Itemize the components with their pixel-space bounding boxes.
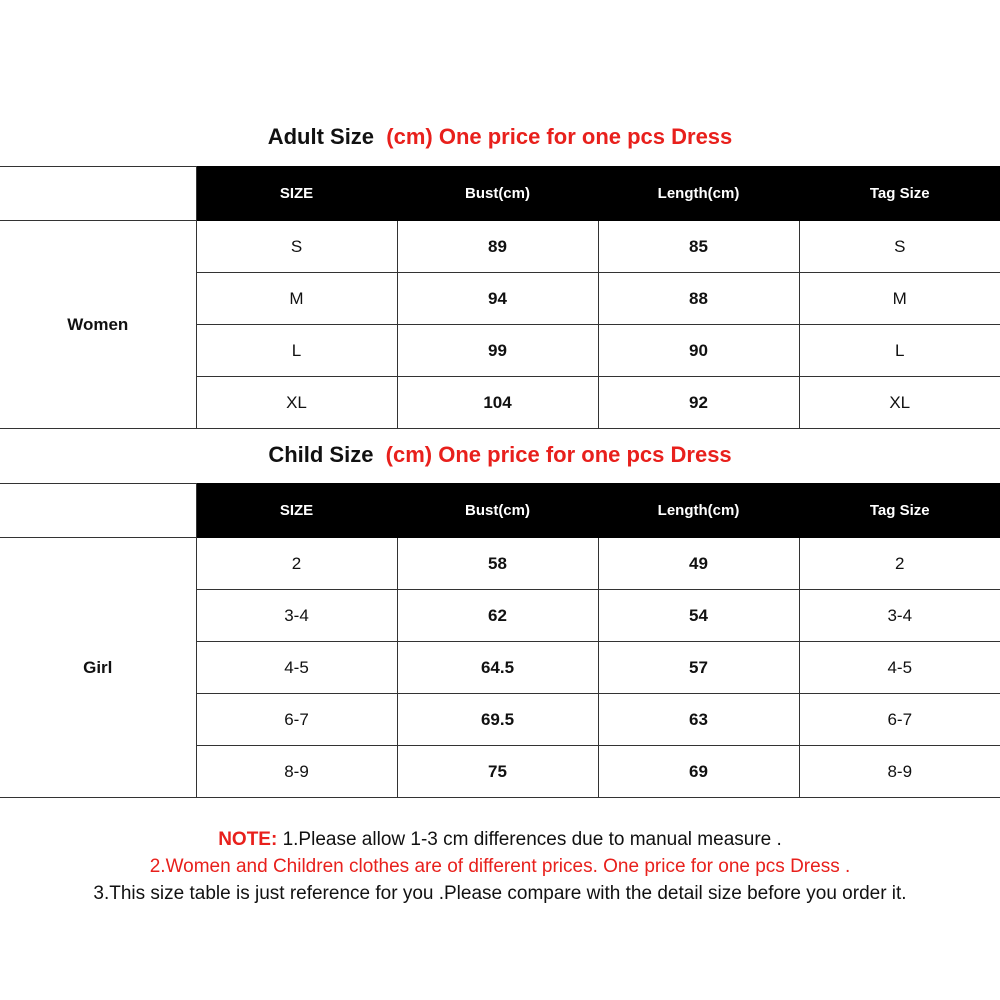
header-tag-size: Tag Size [799,167,1000,221]
adult-title-main: Adult Size [267,124,375,149]
size-cell: 4-5 [196,642,397,694]
note-line-3: 3.This size table is just reference for you .Please compare with the detail size before you order it. [93,883,907,904]
length-cell: 63 [598,694,799,746]
bust-cell: 64.5 [397,642,598,694]
note-text-1: 1.Please allow 1-3 cm differences due to manual measure . [277,829,782,850]
tag-size-cell: L [799,325,1000,377]
note-line-2: 2.Women and Children clothes are of different prices. One price for one pcs Dress . [149,856,851,877]
bust-cell: 58 [397,538,598,590]
child-title-note: (cm) One price for one pcs Dress [385,442,732,467]
child-size-title [0,442,1000,468]
child-size-table [0,483,1000,798]
header-bust: Bust(cm) [397,167,598,221]
size-cell: 3-4 [196,590,397,642]
tag-size-cell: S [799,221,1000,273]
tag-size-cell: 2 [799,538,1000,590]
table-row [0,221,1000,273]
size-cell: 8-9 [196,746,397,798]
bust-cell: 104 [397,377,598,429]
child-title-main: Child Size [268,442,374,467]
length-cell: 57 [598,642,799,694]
bust-cell: 89 [397,221,598,273]
header-size: SIZE [196,167,397,221]
length-cell: 54 [598,590,799,642]
header-blank-cell [0,167,196,221]
adult-title-note: (cm) One price for one pcs Dress [386,124,733,149]
group-label-women: Women [0,221,196,429]
note-label: NOTE: [218,829,278,850]
length-cell: 69 [598,746,799,798]
size-cell: 2 [196,538,397,590]
header-bust: Bust(cm) [397,484,598,538]
size-cell: M [196,273,397,325]
header-tag-size: Tag Size [799,484,1000,538]
tag-size-cell: 3-4 [799,590,1000,642]
bust-cell: 75 [397,746,598,798]
tag-size-cell: XL [799,377,1000,429]
adult-size-table [0,166,1000,429]
header-blank-cell [0,484,196,538]
bust-cell: 94 [397,273,598,325]
notes-block [0,826,1000,907]
length-cell: 88 [598,273,799,325]
tag-size-cell: M [799,273,1000,325]
size-cell: 6-7 [196,694,397,746]
length-cell: 49 [598,538,799,590]
group-label-girl: Girl [0,538,196,798]
header-length: Length(cm) [598,484,799,538]
size-cell: XL [196,377,397,429]
length-cell: 85 [598,221,799,273]
table-row [0,538,1000,590]
tag-size-cell: 4-5 [799,642,1000,694]
tag-size-cell: 6-7 [799,694,1000,746]
size-cell: L [196,325,397,377]
adult-size-title [0,124,1000,150]
size-cell: S [196,221,397,273]
table-header-row [0,484,1000,538]
bust-cell: 99 [397,325,598,377]
table-header-row [0,167,1000,221]
bust-cell: 69.5 [397,694,598,746]
length-cell: 90 [598,325,799,377]
header-length: Length(cm) [598,167,799,221]
length-cell: 92 [598,377,799,429]
header-size: SIZE [196,484,397,538]
note-line-1 [0,826,1000,853]
bust-cell: 62 [397,590,598,642]
tag-size-cell: 8-9 [799,746,1000,798]
